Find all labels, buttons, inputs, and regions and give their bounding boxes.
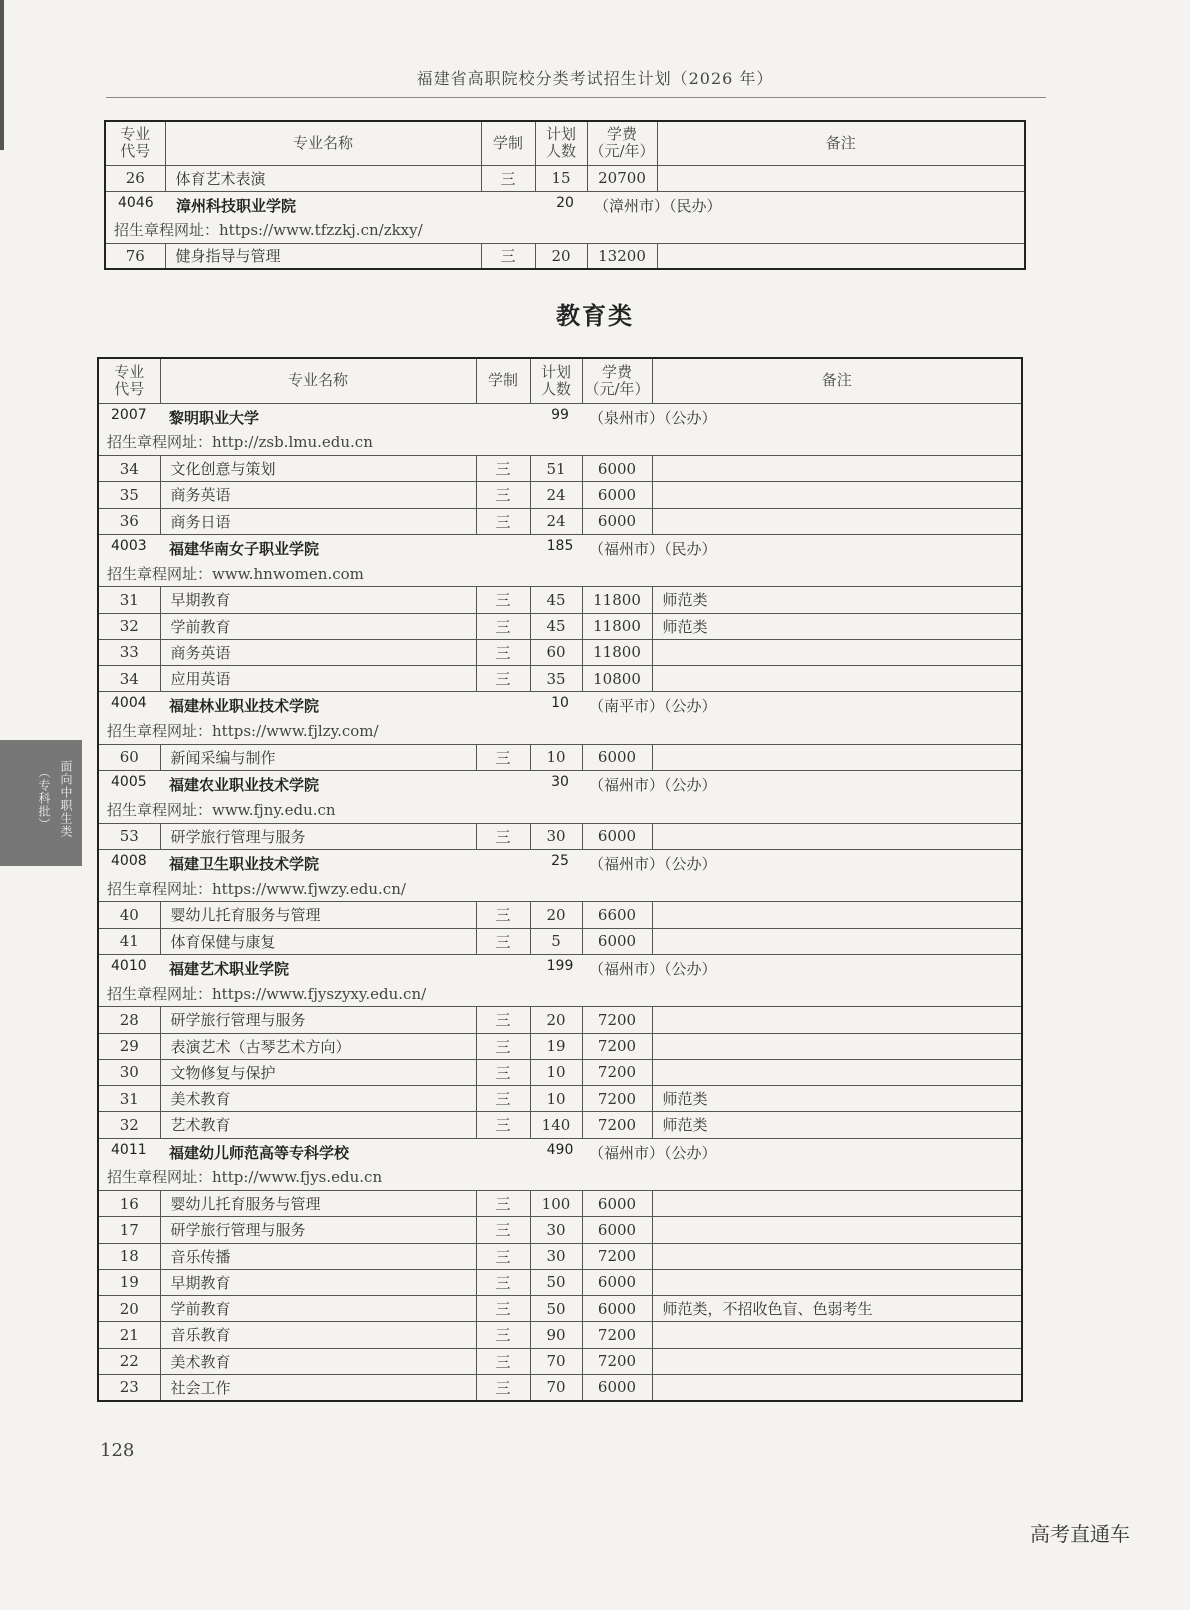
admission-url: 招生章程网址：https://www.fjwzy.edu.cn/ — [107, 879, 406, 898]
major-duration: 三 — [476, 1374, 530, 1400]
major-fee: 6000 — [582, 744, 652, 770]
major-note — [652, 1007, 1022, 1033]
major-duration: 三 — [476, 639, 530, 665]
major-fee: 11800 — [582, 587, 652, 613]
major-plan: 100 — [530, 1191, 582, 1217]
major-row — [98, 1007, 1022, 1033]
major-plan: 70 — [530, 1348, 582, 1374]
institution-code: 4046 — [118, 194, 154, 211]
major-note — [652, 1243, 1022, 1269]
admission-url: 招生章程网址：http://zsb.lmu.edu.cn — [107, 433, 373, 452]
major-fee: 6000 — [582, 1296, 652, 1322]
side-tab-category: 面向中职生类 — [59, 760, 73, 838]
header-row — [105, 121, 1025, 165]
major-row — [98, 482, 1022, 508]
major-plan: 30 — [530, 1243, 582, 1269]
major-plan: 45 — [530, 587, 582, 613]
institution-plan: 185 — [546, 537, 574, 554]
major-fee: 6000 — [582, 482, 652, 508]
major-name: 商务英语 — [160, 639, 476, 665]
col-header-note: 备注 — [652, 358, 1022, 403]
institution-location: （南平市）（公办） — [589, 697, 717, 716]
institution-code: 4010 — [111, 957, 147, 974]
major-name: 文化创意与策划 — [160, 456, 476, 482]
admission-url: 招生章程网址：https://www.fjlzy.com/ — [107, 722, 379, 741]
institution-location: （福州市）（民办） — [589, 539, 717, 558]
institution-plan: 490 — [546, 1141, 574, 1158]
major-code: 35 — [98, 482, 160, 508]
institution-location: （福州市）（公办） — [589, 959, 717, 978]
major-duration: 三 — [476, 1033, 530, 1059]
institution-location: （漳州市）（民办） — [594, 196, 722, 215]
major-row — [98, 1033, 1022, 1059]
major-plan: 20 — [535, 243, 587, 269]
major-name: 文物修复与保护 — [160, 1059, 476, 1085]
major-plan: 19 — [530, 1033, 582, 1059]
major-code: 33 — [98, 639, 160, 665]
major-name: 商务英语 — [160, 482, 476, 508]
major-row — [98, 928, 1022, 954]
admission-url: 招生章程网址：https://www.tfzzkj.cn/zkxy/ — [114, 221, 423, 239]
major-fee: 6000 — [582, 1269, 652, 1295]
major-code: 17 — [98, 1217, 160, 1243]
institution-code: 4004 — [111, 695, 147, 712]
major-note — [652, 744, 1022, 770]
major-note — [652, 902, 1022, 928]
institution-code: 4008 — [111, 852, 147, 869]
major-code: 32 — [98, 1112, 160, 1138]
major-duration: 三 — [481, 243, 535, 269]
admission-url: 招生章程网址：www.hnwomen.com — [107, 564, 364, 583]
major-code: 19 — [98, 1269, 160, 1295]
major-name: 研学旅行管理与服务 — [160, 1217, 476, 1243]
major-note: 师范类 — [652, 613, 1022, 639]
major-name: 早期教育 — [160, 1269, 476, 1295]
major-row — [98, 1059, 1022, 1085]
major-name: 新闻采编与制作 — [160, 744, 476, 770]
major-name: 研学旅行管理与服务 — [160, 823, 476, 849]
institution-name: 黎明职业大学 — [169, 408, 260, 427]
major-note — [652, 1033, 1022, 1059]
major-fee: 6000 — [582, 928, 652, 954]
institution-location: （福州市）（公办） — [589, 854, 717, 873]
running-title: 福建省高职院校分类考试招生计划（2026 年） — [416, 69, 774, 88]
major-fee: 6000 — [582, 1217, 652, 1243]
major-name: 体育艺术表演 — [165, 165, 481, 191]
institution-row — [98, 954, 1022, 980]
major-name: 健身指导与管理 — [165, 243, 481, 269]
institution-location: （泉州市）（公办） — [589, 408, 717, 427]
major-fee: 6600 — [582, 902, 652, 928]
major-note — [652, 1348, 1022, 1374]
major-fee: 10800 — [582, 666, 652, 692]
major-note — [652, 666, 1022, 692]
major-duration: 三 — [476, 508, 530, 534]
col-header-name: 专业名称 — [160, 358, 476, 403]
institution-plan: 99 — [551, 406, 569, 423]
institution-url-row — [98, 981, 1022, 1007]
major-name: 社会工作 — [160, 1374, 476, 1400]
major-name: 学前教育 — [160, 613, 476, 639]
major-fee: 6000 — [582, 1374, 652, 1400]
institution-name: 漳州科技职业学院 — [176, 196, 297, 215]
major-note — [652, 1374, 1022, 1400]
major-fee: 6000 — [582, 1191, 652, 1217]
major-plan: 30 — [530, 1217, 582, 1243]
major-plan: 10 — [530, 744, 582, 770]
major-note — [652, 456, 1022, 482]
major-code: 34 — [98, 456, 160, 482]
major-name: 早期教育 — [160, 587, 476, 613]
major-row — [98, 823, 1022, 849]
institution-row — [98, 849, 1022, 875]
major-code: 34 — [98, 666, 160, 692]
institution-plan: 10 — [551, 695, 569, 712]
institution-plan: 25 — [551, 852, 569, 869]
major-code: 16 — [98, 1191, 160, 1217]
major-row — [105, 165, 1025, 191]
major-duration: 三 — [476, 902, 530, 928]
col-header-duration: 学制 — [476, 358, 530, 403]
major-plan: 70 — [530, 1374, 582, 1400]
major-fee: 11800 — [582, 639, 652, 665]
col-header-name: 专业名称 — [165, 121, 481, 165]
major-plan: 30 — [530, 823, 582, 849]
major-row — [98, 1296, 1022, 1322]
major-duration: 三 — [476, 456, 530, 482]
major-row — [98, 1243, 1022, 1269]
major-note — [652, 928, 1022, 954]
major-note: 师范类 — [652, 587, 1022, 613]
institution-code: 4005 — [111, 774, 147, 791]
major-code: 26 — [105, 165, 165, 191]
major-code: 23 — [98, 1374, 160, 1400]
institution-name: 福建艺术职业学院 — [169, 959, 290, 978]
major-duration: 三 — [476, 1243, 530, 1269]
major-note: 师范类 — [652, 1112, 1022, 1138]
side-tab-batch: （专科批） — [37, 766, 51, 831]
major-plan: 45 — [530, 613, 582, 639]
major-name: 音乐教育 — [160, 1322, 476, 1348]
major-fee: 7200 — [582, 1322, 652, 1348]
institution-url-row — [105, 217, 1025, 243]
major-duration: 三 — [476, 1059, 530, 1085]
institution-row — [98, 692, 1022, 718]
header-row — [98, 358, 1022, 403]
major-name: 体育保健与康复 — [160, 928, 476, 954]
major-code: 76 — [105, 243, 165, 269]
institution-row — [98, 771, 1022, 797]
plan-table-top — [104, 120, 1026, 270]
major-name: 婴幼儿托育服务与管理 — [160, 902, 476, 928]
col-header-fee: 学费 （元/年） — [587, 121, 657, 165]
major-name: 表演艺术（古琴艺术方向） — [160, 1033, 476, 1059]
major-code: 20 — [98, 1296, 160, 1322]
institution-url-row — [98, 718, 1022, 744]
major-name: 商务日语 — [160, 508, 476, 534]
major-row — [98, 1191, 1022, 1217]
major-duration: 三 — [476, 666, 530, 692]
major-note: 师范类 — [652, 1086, 1022, 1112]
major-row — [98, 1217, 1022, 1243]
major-plan: 90 — [530, 1322, 582, 1348]
major-fee: 6000 — [582, 456, 652, 482]
major-note: 师范类，不招收色盲、色弱考生 — [652, 1296, 1022, 1322]
institution-plan: 30 — [551, 774, 569, 791]
institution-url-row — [98, 1164, 1022, 1190]
major-code: 28 — [98, 1007, 160, 1033]
col-header-plan: 计划 人数 — [535, 121, 587, 165]
admission-url: 招生章程网址：https://www.fjyszyxy.edu.cn/ — [107, 984, 427, 1003]
institution-row — [98, 403, 1022, 429]
institution-name: 福建华南女子职业学院 — [169, 539, 320, 558]
major-name: 研学旅行管理与服务 — [160, 1007, 476, 1033]
institution-row — [105, 191, 1025, 217]
watermark: 高考直通车 — [1030, 1522, 1130, 1546]
major-duration: 三 — [476, 1191, 530, 1217]
major-duration: 三 — [476, 1007, 530, 1033]
major-fee: 13200 — [587, 243, 657, 269]
major-duration: 三 — [476, 1322, 530, 1348]
major-row — [98, 1086, 1022, 1112]
major-duration: 三 — [476, 1086, 530, 1112]
major-plan: 50 — [530, 1296, 582, 1322]
side-tab — [0, 740, 82, 866]
col-header-plan: 计划 人数 — [530, 358, 582, 403]
major-name: 应用英语 — [160, 666, 476, 692]
major-plan: 24 — [530, 508, 582, 534]
major-row — [98, 744, 1022, 770]
institution-plan: 199 — [546, 957, 574, 974]
section-title: 教育类 — [556, 302, 634, 330]
major-code: 32 — [98, 613, 160, 639]
major-note — [652, 639, 1022, 665]
major-note — [652, 1322, 1022, 1348]
major-code: 31 — [98, 1086, 160, 1112]
major-fee: 7200 — [582, 1033, 652, 1059]
major-row — [98, 1348, 1022, 1374]
major-plan: 140 — [530, 1112, 582, 1138]
major-duration: 三 — [481, 165, 535, 191]
plan-table-education — [97, 357, 1023, 1402]
major-plan: 20 — [530, 1007, 582, 1033]
major-fee: 7200 — [582, 1007, 652, 1033]
major-row — [98, 902, 1022, 928]
major-row — [98, 587, 1022, 613]
major-note — [652, 1269, 1022, 1295]
col-header-code: 专业 代号 — [98, 358, 160, 403]
major-plan: 15 — [535, 165, 587, 191]
institution-code: 2007 — [111, 406, 147, 423]
major-plan: 5 — [530, 928, 582, 954]
institution-row — [98, 1138, 1022, 1164]
major-fee: 20700 — [587, 165, 657, 191]
major-row — [98, 666, 1022, 692]
major-plan: 24 — [530, 482, 582, 508]
major-note — [652, 482, 1022, 508]
institution-name: 福建林业职业技术学院 — [169, 697, 320, 716]
major-name: 艺术教育 — [160, 1112, 476, 1138]
major-name: 学前教育 — [160, 1296, 476, 1322]
institution-row — [98, 534, 1022, 560]
institution-url-row — [98, 561, 1022, 587]
major-note — [652, 508, 1022, 534]
major-plan: 10 — [530, 1086, 582, 1112]
institution-code: 4003 — [111, 537, 147, 554]
major-code: 21 — [98, 1322, 160, 1348]
admission-url: 招生章程网址：http://www.fjys.edu.cn — [107, 1168, 383, 1187]
major-code: 29 — [98, 1033, 160, 1059]
major-duration: 三 — [476, 1269, 530, 1295]
col-header-note: 备注 — [657, 121, 1025, 165]
major-duration: 三 — [476, 1348, 530, 1374]
admission-url: 招生章程网址：www.fjny.edu.cn — [107, 800, 336, 819]
major-duration: 三 — [476, 928, 530, 954]
major-plan: 20 — [530, 902, 582, 928]
major-code: 60 — [98, 744, 160, 770]
major-fee: 7200 — [582, 1086, 652, 1112]
major-duration: 三 — [476, 587, 530, 613]
major-code: 53 — [98, 823, 160, 849]
page-number: 128 — [100, 1440, 135, 1461]
major-code: 36 — [98, 508, 160, 534]
major-plan: 51 — [530, 456, 582, 482]
institution-url-row — [98, 876, 1022, 902]
major-row — [98, 508, 1022, 534]
major-name: 音乐传播 — [160, 1243, 476, 1269]
institution-url-row — [98, 429, 1022, 455]
major-note — [652, 1217, 1022, 1243]
major-note — [657, 165, 1025, 191]
major-code: 30 — [98, 1059, 160, 1085]
major-fee: 7200 — [582, 1059, 652, 1085]
major-code: 41 — [98, 928, 160, 954]
major-fee: 6000 — [582, 823, 652, 849]
major-fee: 7200 — [582, 1243, 652, 1269]
major-fee: 7200 — [582, 1112, 652, 1138]
institution-url-row — [98, 797, 1022, 823]
major-name: 美术教育 — [160, 1086, 476, 1112]
major-plan: 10 — [530, 1059, 582, 1085]
major-duration: 三 — [476, 744, 530, 770]
major-row — [98, 1322, 1022, 1348]
major-row — [98, 613, 1022, 639]
institution-name: 福建卫生职业技术学院 — [169, 854, 320, 873]
major-fee: 11800 — [582, 613, 652, 639]
major-plan: 50 — [530, 1269, 582, 1295]
col-header-fee: 学费 （元/年） — [582, 358, 652, 403]
major-duration: 三 — [476, 823, 530, 849]
institution-code: 4011 — [111, 1141, 147, 1158]
institution-location: （福州市）（公办） — [589, 1143, 717, 1162]
major-duration: 三 — [476, 613, 530, 639]
major-plan: 60 — [530, 639, 582, 665]
major-row — [98, 1374, 1022, 1400]
major-note — [657, 243, 1025, 269]
institution-name: 福建幼儿师范高等专科学校 — [169, 1143, 350, 1162]
major-row — [105, 243, 1025, 269]
major-duration: 三 — [476, 1112, 530, 1138]
major-row — [98, 1112, 1022, 1138]
major-name: 美术教育 — [160, 1348, 476, 1374]
col-header-code: 专业 代号 — [105, 121, 165, 165]
major-duration: 三 — [476, 1217, 530, 1243]
major-row — [98, 456, 1022, 482]
institution-location: （福州市）（公办） — [589, 776, 717, 795]
major-note — [652, 1191, 1022, 1217]
major-row — [98, 639, 1022, 665]
major-duration: 三 — [476, 1296, 530, 1322]
col-header-duration: 学制 — [481, 121, 535, 165]
major-code: 22 — [98, 1348, 160, 1374]
institution-name: 福建农业职业技术学院 — [169, 776, 320, 795]
institution-plan: 20 — [556, 194, 574, 211]
major-code: 40 — [98, 902, 160, 928]
header-rule — [106, 97, 1046, 98]
major-code: 31 — [98, 587, 160, 613]
major-fee: 7200 — [582, 1348, 652, 1374]
major-note — [652, 1059, 1022, 1085]
major-code: 18 — [98, 1243, 160, 1269]
major-name: 婴幼儿托育服务与管理 — [160, 1191, 476, 1217]
major-note — [652, 823, 1022, 849]
major-fee: 6000 — [582, 508, 652, 534]
major-duration: 三 — [476, 482, 530, 508]
major-plan: 35 — [530, 666, 582, 692]
major-row — [98, 1269, 1022, 1295]
